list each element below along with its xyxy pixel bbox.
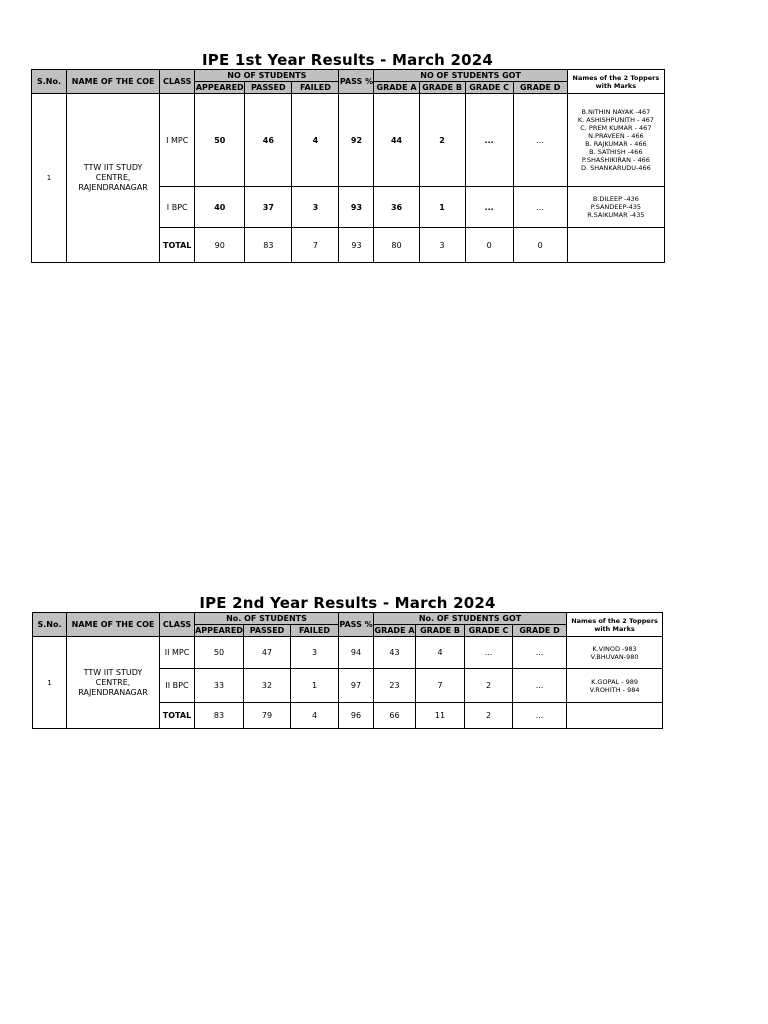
- appeared-cell: 50: [195, 637, 244, 669]
- coe-name-cell: TTW IIT STUDY CENTRE, RAJENDRANAGAR: [67, 637, 160, 729]
- coe-name-cell: TTW IIT STUDY CENTRE, RAJENDRANAGAR: [67, 94, 160, 263]
- pass-pct-cell: 97: [339, 669, 374, 703]
- grade-c-cell: ...: [465, 94, 513, 187]
- grade-a-cell: 43: [374, 637, 416, 669]
- year1-results-table: [31, 69, 665, 263]
- toppers-cell: [567, 94, 664, 187]
- grade-c-cell: ...: [465, 187, 513, 228]
- grade-a-cell: 36: [374, 187, 419, 228]
- header-sno: S.No.: [33, 613, 67, 637]
- class-cell: I MPC: [160, 94, 195, 187]
- header-grade-c: GRADE C: [465, 82, 513, 94]
- topper-name: N.PRAVEEN - 466: [588, 132, 644, 140]
- failed-cell: 1: [291, 669, 339, 703]
- toppers-cell: [567, 187, 664, 228]
- grade-a-cell: 23: [374, 669, 416, 703]
- grade-b-cell: 1: [419, 187, 465, 228]
- appeared-cell: 40: [195, 187, 245, 228]
- total-grade-d: ...: [513, 703, 567, 729]
- topper-name: R.SAIKUMAR -435: [587, 211, 645, 219]
- topper-name: K. ASHISHPUNITH - 467: [577, 116, 654, 124]
- header-no-of-students: NO OF STUDENTS: [195, 70, 339, 82]
- failed-cell: 3: [291, 637, 339, 669]
- total-grade-a: 80: [374, 228, 419, 263]
- total-grade-c: 0: [465, 228, 513, 263]
- topper-name: B.NITHIN NAYAK -467: [581, 108, 651, 116]
- toppers-cell: [567, 637, 663, 669]
- total-passed: 79: [244, 703, 291, 729]
- sno-cell: 1: [33, 637, 67, 729]
- class-cell: II MPC: [160, 637, 195, 669]
- total-grade-c: 2: [465, 703, 513, 729]
- header-pass-pct: PASS %: [339, 70, 374, 94]
- appeared-cell: 33: [195, 669, 244, 703]
- table-row: [32, 94, 665, 187]
- total-failed: 7: [292, 228, 339, 263]
- failed-cell: 4: [292, 94, 339, 187]
- topper-name: V.ROHITH - 984: [589, 685, 640, 694]
- header-class: CLASS: [160, 613, 195, 637]
- total-toppers-empty: [567, 228, 664, 263]
- total-failed: 4: [291, 703, 339, 729]
- header-grade-d: GRADE D: [513, 82, 567, 94]
- passed-cell: 37: [245, 187, 292, 228]
- total-passed: 83: [245, 228, 292, 263]
- year1-title: IPE 1st Year Results - March 2024: [201, 51, 494, 69]
- topper-name: V.BHUVAN-980: [590, 652, 639, 661]
- year2-title: IPE 2nd Year Results - March 2024: [199, 594, 496, 612]
- grade-a-cell: 44: [374, 94, 419, 187]
- passed-cell: 46: [245, 94, 292, 187]
- table-row: [33, 637, 663, 669]
- topper-name: K.VINOD -983: [592, 644, 637, 653]
- passed-cell: 32: [244, 669, 291, 703]
- header-passed: PASSED: [244, 625, 291, 637]
- header-sno: S.No.: [32, 70, 67, 94]
- total-grade-b: 3: [419, 228, 465, 263]
- total-pass-pct: 96: [339, 703, 374, 729]
- total-label: TOTAL: [160, 228, 195, 263]
- total-grade-a: 66: [374, 703, 416, 729]
- header-coe: NAME OF THE COE: [67, 613, 160, 637]
- header-class: CLASS: [160, 70, 195, 94]
- header-grade-a: GRADE A: [374, 626, 415, 635]
- header-students-got: No. OF STUDENTS GOT: [374, 613, 567, 625]
- topper-name: P.SHASHIKIRAN - 466: [581, 156, 650, 164]
- topper-name: B. SATHISH -466: [589, 148, 643, 156]
- header-toppers: Names of the 2 Toppers with Marks: [567, 613, 663, 637]
- pass-pct-cell: 93: [339, 187, 374, 228]
- grade-d-cell: ...: [513, 94, 567, 187]
- passed-cell: 47: [244, 637, 291, 669]
- header-grade-a: GRADE A: [374, 82, 419, 94]
- total-grade-b: 11: [416, 703, 465, 729]
- total-toppers-empty: [567, 703, 663, 729]
- topper-name: B.DILEEP -436: [592, 195, 639, 203]
- header-failed: FAILED: [291, 625, 339, 637]
- topper-name: B. RAJKUMAR - 466: [585, 140, 647, 148]
- header-grade-b: GRADE B: [416, 625, 465, 637]
- topper-name: P.SANDEEP-435: [590, 203, 642, 211]
- grade-d-cell: ...: [513, 187, 567, 228]
- grade-d-cell: ...: [513, 669, 567, 703]
- header-grade-d: GRADE D: [513, 625, 567, 637]
- grade-b-cell: 7: [416, 669, 465, 703]
- total-appeared: 83: [195, 703, 244, 729]
- grade-c-cell: ...: [465, 637, 513, 669]
- header-appeared: APPEARED: [195, 83, 244, 92]
- header-failed: FAILED: [292, 82, 339, 94]
- sno-cell: 1: [32, 94, 67, 263]
- total-label: TOTAL: [160, 703, 195, 729]
- toppers-cell: [567, 669, 663, 703]
- grade-d-cell: ...: [513, 637, 567, 669]
- topper-name: K.GOPAL - 989: [591, 677, 639, 686]
- header-coe: NAME OF THE COE: [67, 70, 160, 94]
- class-cell: I BPC: [160, 187, 195, 228]
- class-cell: II BPC: [160, 669, 195, 703]
- total-grade-d: 0: [513, 228, 567, 263]
- appeared-cell: 50: [195, 94, 245, 187]
- total-pass-pct: 93: [339, 228, 374, 263]
- grade-b-cell: 2: [419, 94, 465, 187]
- grade-b-cell: 4: [416, 637, 465, 669]
- pass-pct-cell: 94: [339, 637, 374, 669]
- header-grade-c: GRADE C: [465, 625, 513, 637]
- header-passed: PASSED: [245, 82, 292, 94]
- header-appeared: APPEARED: [195, 626, 243, 635]
- header-grade-b: GRADE B: [419, 82, 465, 94]
- header-no-of-students: No. OF STUDENTS: [195, 613, 339, 625]
- header-pass-pct: PASS %: [339, 613, 374, 637]
- failed-cell: 3: [292, 187, 339, 228]
- pass-pct-cell: 92: [339, 94, 374, 187]
- topper-name: D. SHANKARUDU-466: [580, 164, 651, 172]
- year2-results-table: [32, 612, 663, 729]
- topper-name: C. PREM KUMAR - 467: [580, 124, 652, 132]
- total-appeared: 90: [195, 228, 245, 263]
- header-students-got: NO OF STUDENTS GOT: [374, 70, 567, 82]
- grade-c-cell: 2: [465, 669, 513, 703]
- header-toppers: Names of the 2 Toppers with Marks: [567, 70, 664, 94]
